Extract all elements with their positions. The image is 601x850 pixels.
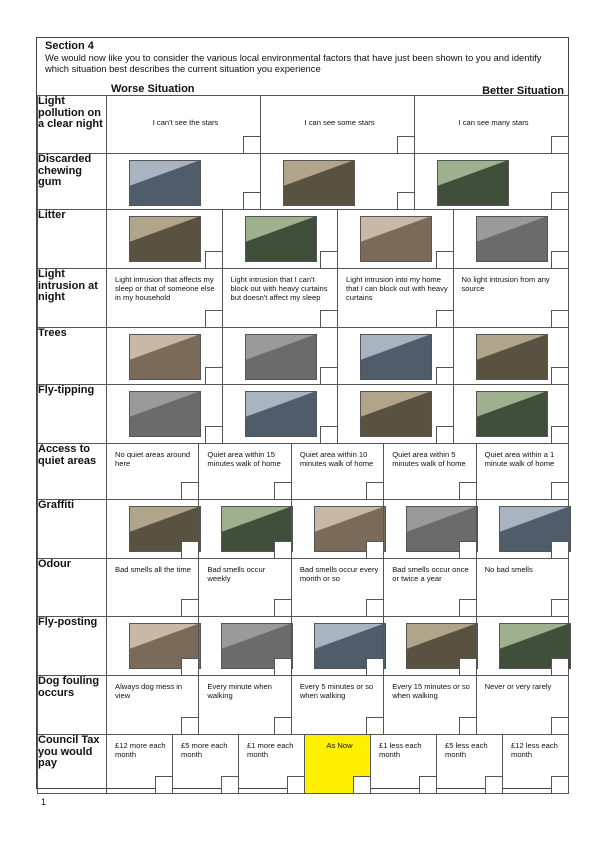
tick-box[interactable] [353,776,370,793]
option-text: No light intrusion from any source [461,275,550,293]
options-row [107,559,568,616]
options-cell [107,154,569,210]
option-cell [383,559,475,616]
tick-box[interactable] [181,541,198,558]
option-text: Bad smells all the time [115,565,191,574]
tick-box[interactable] [551,541,568,558]
option-cell [476,676,568,734]
tick-box[interactable] [274,482,291,499]
row-label: Fly-posting [38,617,107,676]
section-title: Section 4 [45,40,94,52]
options-cell [107,559,569,617]
grid-row [38,444,569,500]
options-row [107,385,568,443]
tick-box[interactable] [551,717,568,734]
options-cell [107,500,569,559]
option-cell [291,676,383,734]
option-text: £12 more each month [115,741,166,759]
scene-photo [129,334,201,380]
page-number: 1 [41,797,47,807]
options-cell [107,328,569,385]
grid-row [38,385,569,444]
grid-row [38,735,569,794]
option-cell [453,328,569,384]
options-cell [107,269,569,328]
tick-box[interactable] [551,136,568,153]
option-cell [453,269,569,327]
options-cell [107,444,569,500]
tick-box[interactable] [485,776,502,793]
option-text: Every minute when walking [207,682,272,700]
options-cell [107,676,569,735]
worse-situation-label: Worse Situation [111,83,195,95]
options-cell [107,385,569,444]
option-cell [222,210,338,268]
scene-photo [129,391,201,437]
option-cell [476,617,568,675]
option-text: As Now [326,741,353,750]
scene-photo [245,391,317,437]
tick-box[interactable] [551,426,568,443]
grid-row [38,500,569,559]
tick-box[interactable] [274,658,291,675]
option-text: No quiet areas around here [115,450,191,468]
option-cell [383,444,475,499]
option-cell [222,328,338,384]
scene-photo [129,160,201,206]
tick-box[interactable] [459,658,476,675]
option-cell [107,500,198,558]
scene-photo [360,216,432,262]
scene-photo [476,391,548,437]
option-text: Every 15 minutes or so when walking [392,682,470,700]
tick-box[interactable] [320,367,337,384]
options-row [107,96,568,153]
scene-photo [283,160,355,206]
questionnaire-sheet [36,37,569,789]
option-text: Quiet area within a 1 minute walk of home [484,450,555,468]
rating-grid [37,95,569,794]
options-row [107,500,568,558]
option-text: Light intrusion that affects my sleep or that of someone else in my household [115,275,215,302]
option-cell [291,444,383,499]
scene-photo [476,334,548,380]
tick-box[interactable] [181,599,198,616]
option-cell [107,328,222,384]
tick-box[interactable] [459,541,476,558]
tick-box[interactable] [436,251,453,268]
option-cell [198,444,290,499]
scene-photo [437,160,509,206]
row-label: Light pollution on a clear night [38,96,107,154]
option-cell [337,210,453,268]
grid-row [38,617,569,676]
option-text: Bad smells occur weekly [207,565,266,583]
tick-box[interactable] [243,192,260,209]
tick-box[interactable] [181,658,198,675]
grid-row [38,96,569,154]
grid-row [38,154,569,210]
tick-box[interactable] [551,310,568,327]
options-row [107,210,568,268]
option-text: £5 less each month [445,741,488,759]
option-text: £1 less each month [379,741,422,759]
tick-box[interactable] [205,310,222,327]
option-text: Every 5 minutes or so when walking [299,682,374,700]
option-text: £12 less each month [511,741,558,759]
option-cell [107,676,198,734]
tick-box[interactable] [181,717,198,734]
tick-box[interactable] [366,482,383,499]
option-cell [337,269,453,327]
option-text: I can see some stars [304,118,375,127]
options-row [107,676,568,734]
tick-box[interactable] [181,482,198,499]
tick-box[interactable] [274,717,291,734]
option-text: Light intrusion that I can't block out with heavy curtains but doesn't affect my sleep [230,275,328,302]
option-text: £5 more each month [181,741,228,759]
option-text: Never or very rarely [484,682,552,691]
option-cell [198,500,290,558]
option-cell [107,559,198,616]
option-cell [383,676,475,734]
option-cell [222,385,338,443]
option-cell [337,328,453,384]
option-text: I can see many stars [458,118,529,127]
options-row [107,269,568,327]
tick-box[interactable] [274,599,291,616]
tick-box[interactable] [366,658,383,675]
tick-box[interactable] [436,367,453,384]
grid-row [38,559,569,617]
tick-box[interactable] [397,136,414,153]
option-cell [453,210,569,268]
tick-box[interactable] [551,192,568,209]
tick-box[interactable] [287,776,304,793]
tick-box[interactable] [366,717,383,734]
intro-text: We would now like you to consider the various local environmental factors that have just been shown to you and identify which situation best describes the current situation you experience [45,52,542,74]
row-label: Trees [38,328,107,385]
option-cell [222,269,338,327]
option-cell [238,735,304,793]
tick-box[interactable] [436,310,453,327]
options-row [107,617,568,675]
option-cell [198,559,290,616]
option-cell [414,96,568,153]
row-label: Council Tax you would pay [38,735,107,794]
row-label: Fly-tipping [38,385,107,444]
option-cell [414,154,568,209]
row-label: Graffiti [38,500,107,559]
better-situation-label: Better Situation [482,85,564,97]
option-cell [476,444,568,499]
grid-row [38,269,569,328]
tick-box[interactable] [205,367,222,384]
tick-box[interactable] [155,776,172,793]
option-cell [383,617,475,675]
option-text: Bad smells occur every month or so [299,565,379,583]
tick-box[interactable] [551,367,568,384]
tick-box[interactable] [366,541,383,558]
option-cell [476,559,568,616]
options-cell [107,617,569,676]
option-cell [370,735,436,793]
option-cell [291,617,383,675]
option-cell [107,444,198,499]
option-cell [436,735,502,793]
grid-row [38,210,569,269]
tick-box[interactable] [459,599,476,616]
option-cell [107,96,260,153]
options-row [107,328,568,384]
row-label: Litter [38,210,107,269]
tick-box[interactable] [397,192,414,209]
grid-row [38,328,569,385]
options-cell [107,735,569,794]
tick-box[interactable] [205,251,222,268]
option-text: Quiet area within 10 minutes walk of home [299,450,374,468]
option-cell [383,500,475,558]
option-cell [107,385,222,443]
tick-box[interactable] [551,658,568,675]
tick-box[interactable] [205,426,222,443]
option-text: I can't see the stars [152,118,219,127]
row-label: Discarded chewing gum [38,154,107,210]
option-text: £1 more each month [247,741,294,759]
option-cell [291,500,383,558]
row-label: Dog fouling occurs [38,676,107,735]
option-text: No bad smells [484,565,533,574]
option-cell [107,617,198,675]
option-text: Bad smells occur once or twice a year [392,565,469,583]
option-cell [198,617,290,675]
options-row [107,444,568,499]
tick-box[interactable] [221,776,238,793]
row-label: Light intrusion at night [38,269,107,328]
options-cell [107,210,569,269]
tick-box[interactable] [320,426,337,443]
tick-box[interactable] [366,599,383,616]
tick-box[interactable] [320,251,337,268]
row-label: Access to quiet areas [38,444,107,500]
tick-box[interactable] [551,482,568,499]
grid-row [38,676,569,735]
option-cell [172,735,238,793]
options-row [107,735,568,793]
scene-photo [129,216,201,262]
option-cell [476,500,568,558]
tick-box[interactable] [551,251,568,268]
scene-photo [476,216,548,262]
scene-photo [360,391,432,437]
scene-photo [245,334,317,380]
tick-box[interactable] [551,599,568,616]
option-text: Always dog mess in view [115,682,183,700]
tick-box[interactable] [459,482,476,499]
tick-box[interactable] [459,717,476,734]
tick-box[interactable] [436,426,453,443]
tick-box[interactable] [551,776,568,793]
tick-box[interactable] [419,776,436,793]
option-cell [502,735,568,793]
tick-box[interactable] [243,136,260,153]
option-text: Quiet area within 15 minutes walk of home [207,450,281,468]
option-cell [107,735,172,793]
tick-box[interactable] [320,310,337,327]
option-cell [107,210,222,268]
option-text: Quiet area within 5 minutes walk of home [392,450,466,468]
option-cell [453,385,569,443]
option-cell [337,385,453,443]
scene-photo [360,334,432,380]
options-cell [107,96,569,154]
row-label: Odour [38,559,107,617]
options-row [107,154,568,209]
option-text: Light intrusion into my home that I can block out with heavy curtains [346,275,448,302]
option-cell [260,154,414,209]
option-cell [304,735,370,793]
option-cell [107,154,260,209]
option-cell [291,559,383,616]
tick-box[interactable] [274,541,291,558]
scene-photo [245,216,317,262]
option-cell [260,96,414,153]
option-cell [107,269,222,327]
option-cell [198,676,290,734]
